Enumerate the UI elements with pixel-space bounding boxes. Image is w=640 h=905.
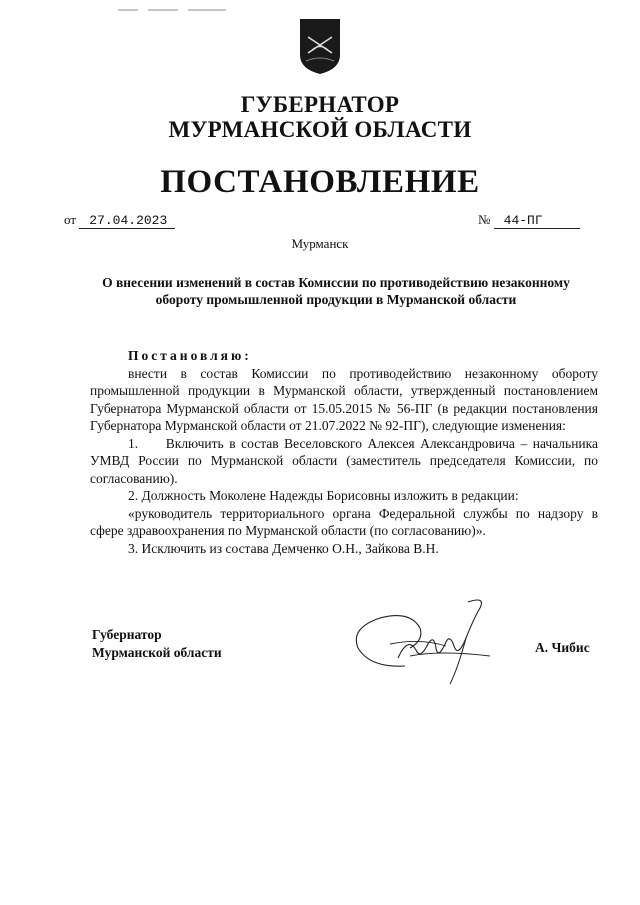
number-value: 44-ПГ (494, 213, 580, 229)
signer-name: А. Чибис (535, 640, 590, 655)
coat-of-arms-icon (296, 17, 344, 75)
number-prefix: № (478, 212, 491, 227)
decree-word: Постановляю: (128, 348, 252, 363)
city-name: Мурманск (291, 236, 349, 251)
date-prefix: от (64, 212, 77, 227)
date-value: 27.04.2023 (79, 213, 175, 229)
body-item-3: 3. Исключить из состава Демченко О.Н., Зайкова В.Н. (128, 540, 439, 556)
issuer-title-line1: ГУБЕРНАТОР (240, 92, 400, 117)
document-number (478, 212, 580, 229)
handwritten-signature-icon (350, 588, 500, 688)
body-item-1: 1. Включить в состав Веселовского Алексея Александровича – начальника УМВД России по Мурманской области (заместитель председателя Комиссии, по согласованию). (90, 435, 598, 486)
body-item-2-text: «руководитель территориального органа Федеральной службы по надзору в сфере здравоохранения по Мурманской области (по согласованию)». (90, 505, 598, 538)
scan-marks (118, 0, 228, 4)
document-type-heading: ПОСТАНОВЛЕНИЕ (160, 164, 480, 200)
signer-position-line1: Губернатор (92, 627, 162, 642)
body-item-2: 2. Должность Моколене Надежды Борисовны изложить в редакции: (128, 488, 519, 503)
issuer-title-line2: МУРМАНСКОЙ ОБЛАСТИ (168, 117, 472, 142)
signer-position-line2: Мурманской области (92, 645, 222, 660)
body-intro: внести в состав Комиссии по противодействию незаконному обороту промышленной продукции в Мурманской области, утвержденный постановлением Губернатора Мурманской области от 15.05.2015 № 56-ПГ (в редакции постановления Губернатора Мурманской области от 21.07.2022 № 92-ПГ), следующие изменения: (90, 365, 598, 433)
document-subject: О внесении изменений в состав Комиссии по противодействию незаконному обороту промышленной продукции в Мурманской области (102, 275, 570, 307)
signer-position (92, 626, 222, 662)
document-date (64, 212, 175, 229)
document-body (90, 347, 598, 557)
